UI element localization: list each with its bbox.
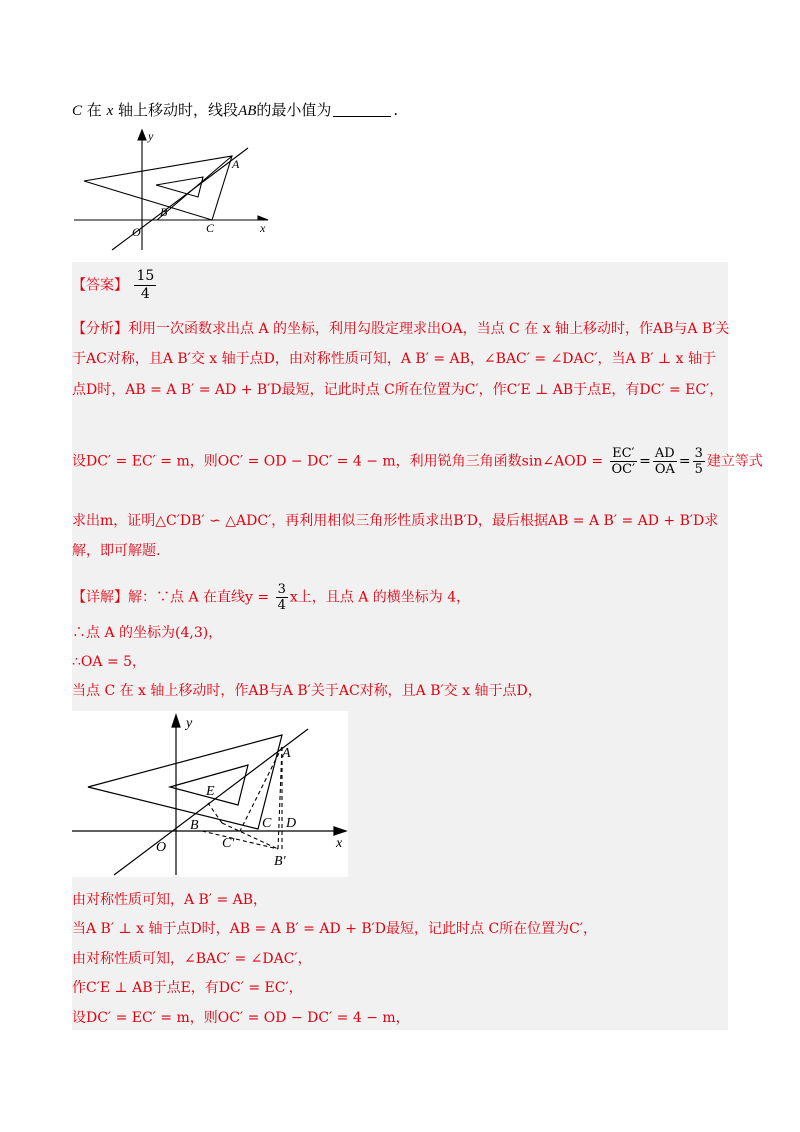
detail-line-1 — [72, 582, 470, 613]
after-line-3: 由对称性质可知，∠BAC′ = ∠DAC′， — [72, 951, 312, 967]
figure-1 — [72, 128, 272, 256]
frac-3-4 — [276, 582, 288, 613]
answer-line — [72, 268, 158, 303]
fig2-label-a: A — [282, 746, 291, 761]
frac-3-5 — [693, 446, 705, 477]
analysis-text-4a: 设DC′ = EC′ = m，则OC′ = OD − DC′ = 4 − m，利用锐角三角函数sin∠AOD = — [72, 453, 604, 470]
fig1-label-o: O — [132, 225, 141, 239]
fig2-x-arrow — [334, 827, 346, 835]
detail-text-1b: x上，且点 A 的横坐标为 4， — [289, 589, 471, 606]
detail-text-1a: 解：∵点 A 在直线y = — [128, 589, 270, 606]
fig2-big-triangle — [88, 735, 282, 829]
answer-den: 4 — [140, 286, 150, 302]
analysis-line-2: 于AC对称，且A B′交 x 轴于点D，由对称性质可知，A B′ = AB，∠BAC′ = ∠DAC′，当A B′ ⊥ x 轴于 — [72, 351, 716, 367]
var-ab: AB — [238, 103, 257, 119]
fig1-label-a: A — [232, 157, 240, 171]
fig1-label-c: C — [206, 221, 215, 235]
fig2-label-e: E — [206, 784, 215, 799]
answer-tag: 【答案】 — [72, 277, 128, 294]
fig2-dash-bb — [202, 831, 278, 849]
frac2-den: OA — [654, 462, 675, 477]
fig2-label-x: x — [336, 836, 343, 851]
fig2-label-c-prime: C′ — [222, 836, 235, 851]
frac-ad-oa — [653, 446, 677, 477]
fig2-label-y: y — [186, 716, 193, 731]
q-text-2: 轴上移动时，线段 — [118, 101, 239, 119]
analysis-text-4b: 建立等式 — [706, 453, 763, 470]
fig1-label-x: x — [260, 221, 266, 235]
answer-blank — [333, 102, 391, 117]
analysis-text-1: 利用一次函数求出点 A 的坐标，利用勾股定理求出OA，当点 C 在 x 轴上移动时，作AB与A B′关 — [128, 321, 730, 337]
analysis-line-4: 设DC′ = EC′ = m，则OC′ = OD − DC′ = 4 − m，利用锐角三角函数sin∠AOD = $\frac{EC'}{OC'}$ = $\frac{AD}{OA}$ = $\frac{3}{5}$ 建立等式 — [72, 446, 763, 477]
fig1-x-arrow — [258, 216, 268, 220]
detail-line-3: ∴OA = 5， — [72, 654, 147, 670]
analysis-line-3: 点D时，AB = A B′ = AD + B′D最短，记此时点 C所在位置为C′，作C′E ⊥ AB于点E，有DC′ = EC′， — [72, 382, 724, 398]
var-x: x — [106, 103, 114, 119]
q-end: . — [393, 101, 399, 119]
fig2-dash-ab — [278, 747, 282, 849]
q-text-3: 的最小值为 — [256, 101, 332, 119]
analysis-line-1 — [72, 318, 729, 340]
frac1-num: EC′ — [610, 446, 638, 462]
fig2-label-b-prime: B′ — [274, 854, 286, 869]
fig1-label-y: y — [148, 129, 154, 143]
solution-panel — [72, 262, 728, 1030]
detail-line-4: 当点 C 在 x 轴上移动时，作AB与A B′关于AC对称，且A B′交 x 轴于点D， — [72, 683, 542, 699]
answer-fraction — [134, 268, 156, 303]
analysis-line-6: 解，即可解题. — [72, 543, 161, 559]
var-c: C — [72, 103, 83, 119]
frac34-num: 3 — [277, 582, 286, 597]
frac34-den: 4 — [277, 598, 286, 613]
question-line — [72, 98, 398, 123]
answer-num: 15 — [136, 268, 155, 284]
analysis-tag: 【分析】 — [72, 321, 128, 337]
detail-tag: 【详解】 — [72, 589, 128, 606]
fig2-dash-ce — [208, 803, 222, 823]
analysis-line-5: 求出m，证明△C′DB′ ∽ △ADC′，再利用相似三角形性质求出B′D，最后根据AB = A B′ = AD + B′D求 — [72, 513, 719, 529]
frac3-num: 3 — [694, 446, 703, 461]
fig2-label-d: D — [286, 816, 297, 831]
fig2-label-c: C — [262, 816, 272, 831]
fig2-y-arrow — [172, 715, 180, 727]
frac1-den: OC′ — [611, 462, 636, 477]
after-line-5: 设DC′ = EC′ = m，则OC′ = OD − DC′ = 4 − m， — [72, 1010, 410, 1026]
after-line-1: 由对称性质可知，A B′ = AB， — [72, 892, 268, 908]
after-line-2: 当A B′ ⊥ x 轴于点D时，AB = A B′ = AD + B′D最短，记此时点 C所在位置为C′， — [72, 921, 598, 937]
fig2-label-o: O — [156, 840, 167, 855]
fig1-y-arrow — [138, 130, 146, 140]
frac2-num: AD — [653, 446, 677, 462]
fig1-big-triangle — [84, 156, 232, 220]
after-line-4: 作C′E ⊥ AB于点E，有DC′ = EC′， — [72, 980, 303, 996]
fig1-label-b: B — [160, 205, 168, 219]
fig2-label-b: B — [190, 818, 199, 833]
frac3-den: 5 — [694, 462, 703, 477]
q-text-1: 在 — [86, 101, 102, 119]
figure-2 — [72, 711, 348, 877]
frac-ec-oc — [610, 446, 638, 477]
detail-line-2: ∴点 A 的坐标为(4,3)， — [72, 625, 223, 641]
